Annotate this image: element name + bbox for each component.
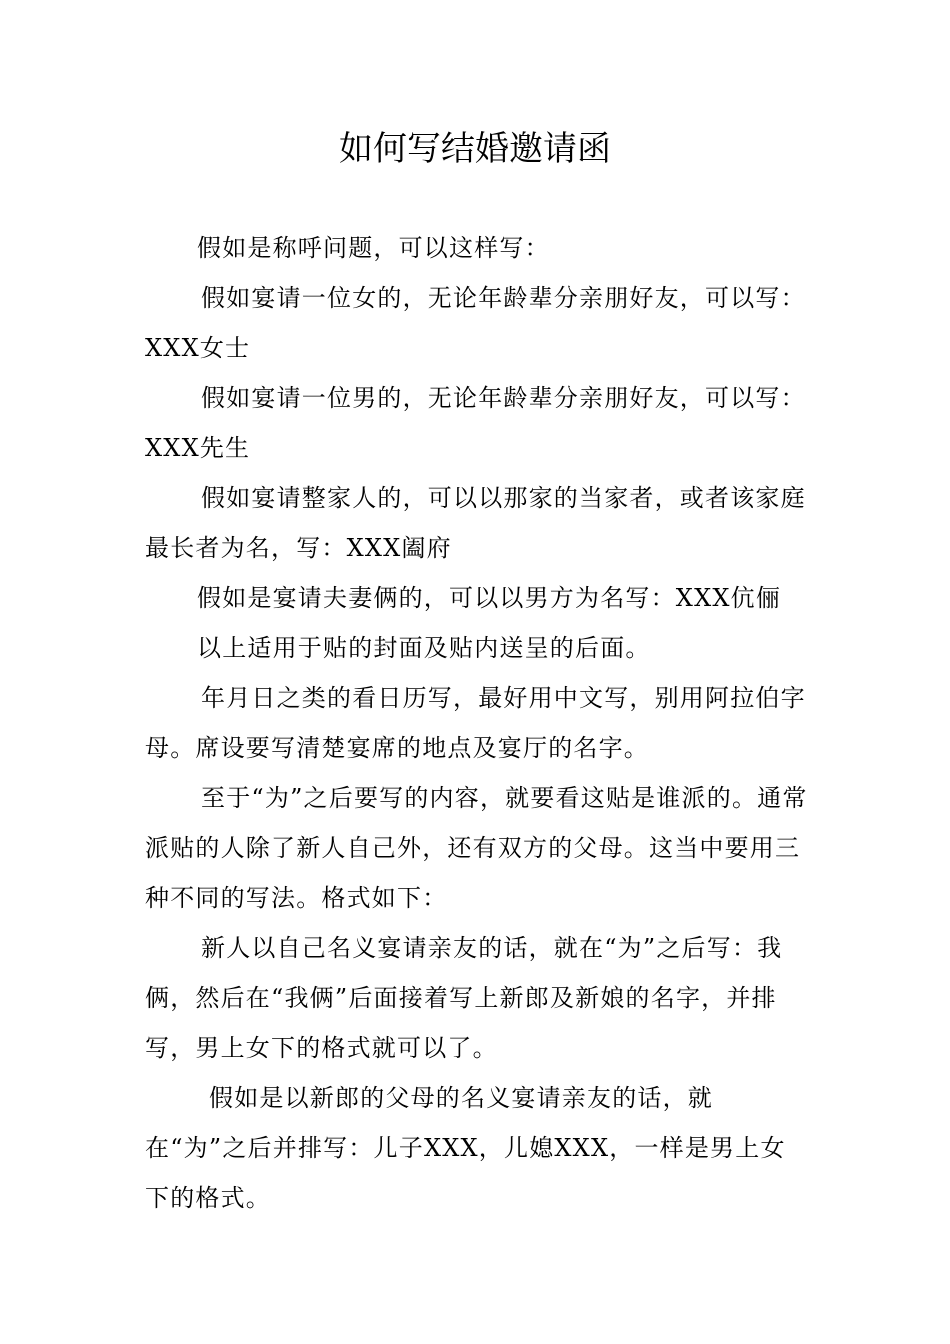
- paragraph-10: 假如是以新郎的父母的名义宴请亲友的话，就在“为”之后并排写：儿子XXX，儿媳XXX，一样是男上女下的格式。: [145, 1084, 786, 1212]
- paragraph-7: 年月日之类的看日历写，最好用中文写，别用阿拉伯字母。席设要写清楚宴席的地点及宴厅的名字。: [145, 684, 806, 762]
- paragraph-8: 至于“为”之后要写的内容，就要看这贴是谁派的。通常派贴的人除了新人自己外，还有双方的父母。这当中要用三种不同的写法。格式如下：: [145, 784, 808, 912]
- paragraph-5: 假如是宴请夫妻俩的，可以以男方为名写：XXX伉俪: [197, 584, 782, 612]
- paragraph-1: 假如是称呼问题，可以这样写：: [197, 234, 550, 262]
- paragraph-4: 假如宴请整家人的，可以以那家的当家者，或者该家庭最长者为名，写：XXX阖府: [145, 484, 806, 562]
- paragraph-2: 假如宴请一位女的，无论年龄辈分亲朋好友，可以写：XXX女士: [145, 284, 806, 362]
- document-title: 如何写结婚邀请函: [339, 129, 611, 169]
- document-body: [145, 223, 810, 1223]
- paragraph-9: 新人以自己名义宴请亲友的话，就在“为”之后写：我俩，然后在“我俩”后面接着写上新郎及新娘的名字，并排写，男上女下的格式就可以了。: [145, 934, 783, 1062]
- paragraph-3: 假如宴请一位男的，无论年龄辈分亲朋好友，可以写：XXX先生: [145, 384, 806, 462]
- paragraph-6: 以上适用于贴的封面及贴内送呈的后面。: [197, 634, 651, 662]
